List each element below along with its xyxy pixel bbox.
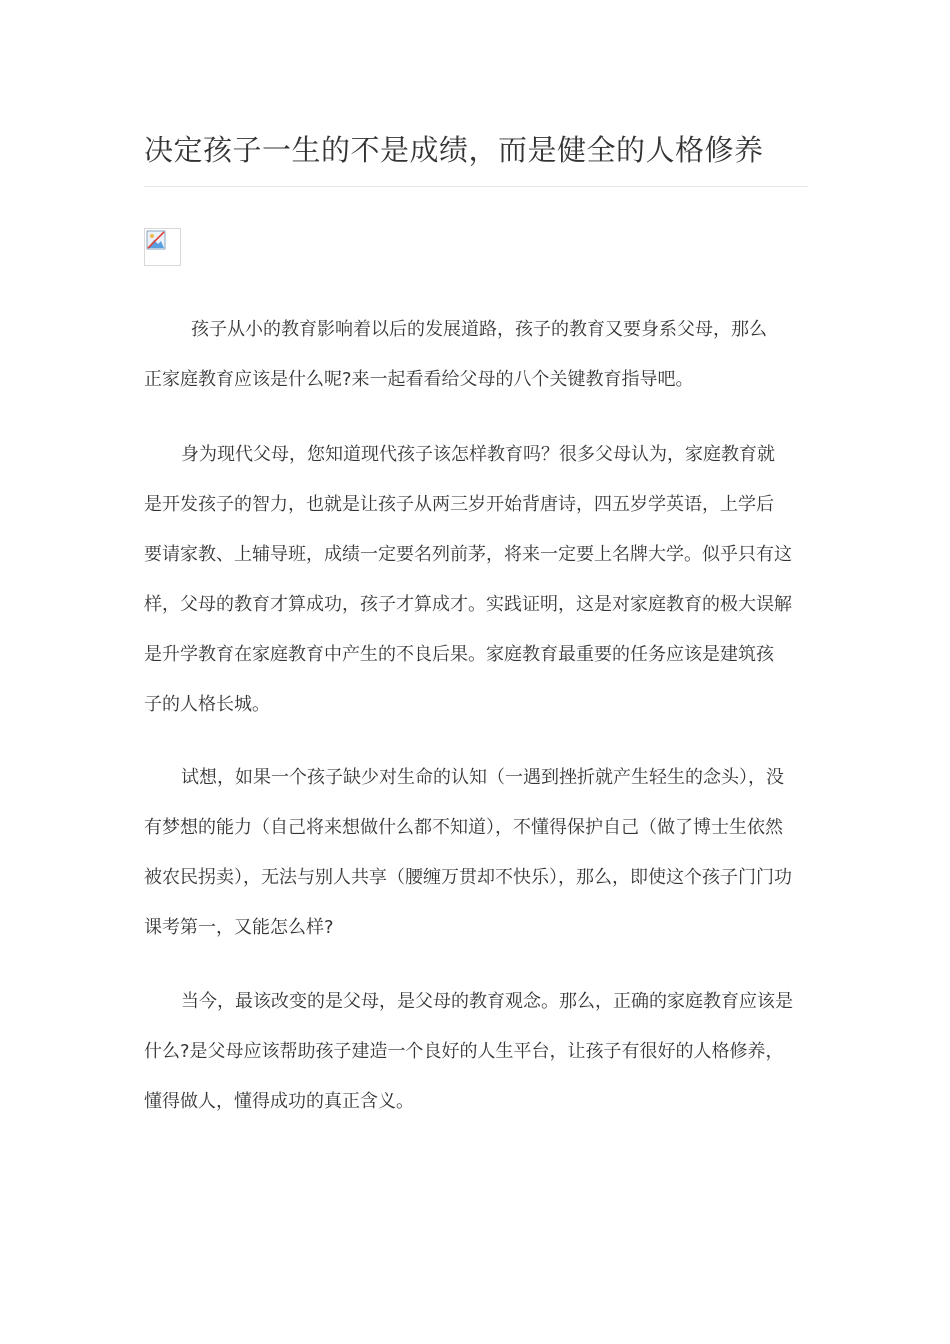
- paragraph-line: 身为现代父母，您知道现代孩子该怎样教育吗？很多父母认为，家庭教育就: [181, 444, 775, 465]
- paragraph-line: 什么?是父母应该帮助孩子建造一个良好的人生平台，让孩子有很好的人格修养，: [144, 1041, 784, 1062]
- broken-image-icon: [146, 230, 166, 250]
- paragraph-line: 是开发孩子的智力，也就是让孩子从两三岁开始背唐诗，四五岁学英语，上学后: [144, 494, 774, 515]
- paragraph-line: 要请家教、上辅导班，成绩一定要名列前茅，将来一定要上名牌大学。似乎只有这: [144, 544, 792, 565]
- paragraph-line: 当今，最该改变的是父母，是父母的教育观念。那么，正确的家庭教育应该是: [181, 991, 793, 1012]
- paragraph-line: 课考第一，又能怎么样?: [144, 917, 334, 938]
- paragraph-line: 正家庭教育应该是什么呢?来一起看看给父母的八个关键教育指导吧。: [144, 369, 694, 390]
- article-title: 决定孩子一生的不是成绩，而是健全的人格修养: [144, 133, 764, 167]
- paragraph-line: 被农民拐卖），无法与别人共享（腰缠万贯却不快乐），那么，即使这个孩子门门功: [144, 867, 792, 888]
- paragraph-2: [144, 430, 816, 730]
- paragraph-line: 懂得做人，懂得成功的真正含义。: [144, 1091, 414, 1112]
- paragraph-line: 孩子从小的教育影响着以后的发展道路，孩子的教育又要身系父母，那么: [191, 319, 767, 340]
- paragraph-1: [144, 305, 816, 405]
- paragraph-line: 子的人格长城。: [144, 694, 270, 715]
- paragraph-4: [144, 977, 816, 1127]
- title-divider: [144, 186, 808, 187]
- paragraph-line: 试想，如果一个孩子缺少对生命的认知（一遇到挫折就产生轻生的念头），没: [181, 767, 784, 788]
- paragraph-3: [144, 753, 816, 953]
- broken-image: [144, 228, 181, 266]
- paragraph-line: 样，父母的教育才算成功，孩子才算成才。实践证明，这是对家庭教育的极大误解: [144, 594, 792, 615]
- paragraph-line: 有梦想的能力（自己将来想做什么都不知道），不懂得保护自己（做了博士生依然: [144, 817, 783, 838]
- paragraph-line: 是升学教育在家庭教育中产生的不良后果。家庭教育最重要的任务应该是建筑孩: [144, 644, 774, 665]
